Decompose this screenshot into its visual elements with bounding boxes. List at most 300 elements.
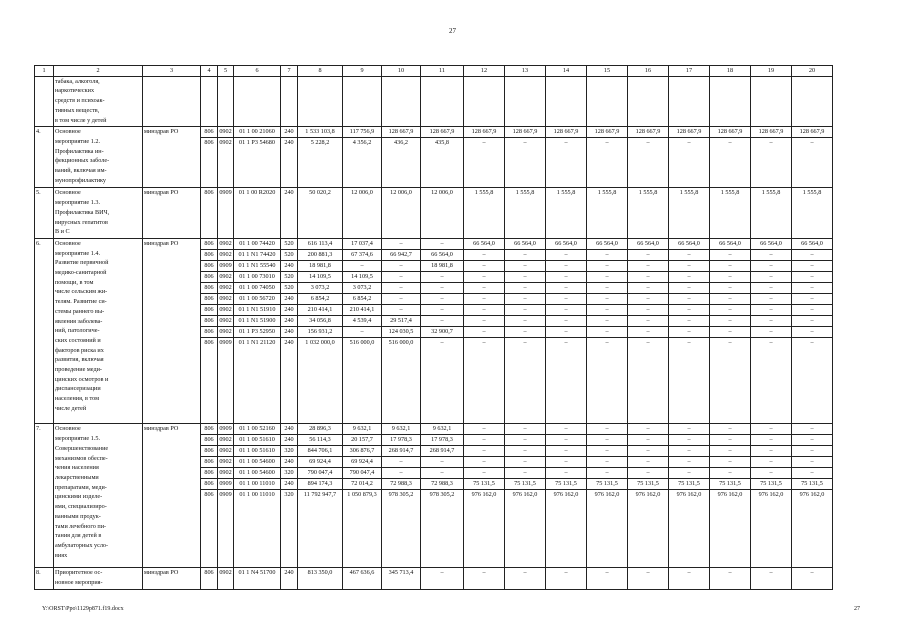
item-name-line: Основное bbox=[55, 128, 81, 136]
value-cell: 320 bbox=[281, 446, 298, 457]
value-cell: 66 564,0 bbox=[421, 249, 464, 260]
value-cell: – bbox=[628, 138, 669, 188]
item-name-line: мероприятие 1.5. bbox=[55, 435, 101, 443]
value-cell: – bbox=[505, 138, 546, 188]
value-cell: 0909 bbox=[218, 490, 234, 568]
value-cell: – bbox=[751, 138, 792, 188]
item-name-line: факторов риска их bbox=[55, 346, 104, 354]
item-name-line: явления заболева- bbox=[55, 317, 103, 325]
value-cell: – bbox=[587, 271, 628, 282]
value-cell bbox=[421, 76, 464, 127]
value-cell: – bbox=[546, 435, 587, 446]
value-cell: – bbox=[669, 271, 710, 282]
value-cell: 32 900,7 bbox=[421, 326, 464, 337]
value-cell: – bbox=[587, 446, 628, 457]
value-cell: – bbox=[587, 304, 628, 315]
value-cell: 18 981,8 bbox=[298, 260, 343, 271]
value-cell: – bbox=[792, 260, 833, 271]
value-cell: – bbox=[710, 315, 751, 326]
value-cell: – bbox=[669, 315, 710, 326]
value-cell: 9 632,1 bbox=[343, 424, 382, 435]
value-cell: – bbox=[421, 457, 464, 468]
value-cell: 345 713,4 bbox=[382, 568, 421, 589]
item-name-line: диспансеризации bbox=[55, 385, 101, 393]
value-cell: 12 006,0 bbox=[382, 188, 421, 239]
value-cell bbox=[382, 76, 421, 127]
value-cell: – bbox=[464, 457, 505, 468]
item-name-line: помощи, в том bbox=[55, 278, 94, 286]
value-cell: 0909 bbox=[218, 424, 234, 435]
value-cell: – bbox=[710, 337, 751, 424]
value-cell: 9 632,1 bbox=[421, 424, 464, 435]
value-cell: 66 564,0 bbox=[628, 238, 669, 249]
value-cell: – bbox=[751, 249, 792, 260]
value-cell: 72 988,3 bbox=[382, 479, 421, 490]
item-name-line: мунопрофилактику bbox=[55, 176, 107, 184]
value-cell: 14 109,5 bbox=[343, 271, 382, 282]
item-name-line: в том числе у детей bbox=[55, 116, 107, 124]
value-cell: – bbox=[751, 315, 792, 326]
value-cell: 20 157,7 bbox=[343, 435, 382, 446]
value-cell: – bbox=[710, 138, 751, 188]
value-cell: 1 555,8 bbox=[669, 188, 710, 239]
value-cell: 01 1 00 54600 bbox=[234, 457, 281, 468]
value-cell: 790 047,4 bbox=[298, 468, 343, 479]
value-cell: 806 bbox=[201, 260, 218, 271]
value-cell: – bbox=[546, 326, 587, 337]
header-cell: 4 bbox=[201, 66, 218, 77]
value-cell: 66 564,0 bbox=[710, 238, 751, 249]
value-cell: 210 414,1 bbox=[298, 304, 343, 315]
value-cell: – bbox=[751, 468, 792, 479]
value-cell: – bbox=[792, 293, 833, 304]
responsible-executor: минздрав РО bbox=[143, 238, 201, 424]
value-cell: – bbox=[464, 446, 505, 457]
value-cell: 240 bbox=[281, 260, 298, 271]
value-cell: 520 bbox=[281, 282, 298, 293]
value-cell: – bbox=[464, 468, 505, 479]
item-name-line: тивных веществ, bbox=[55, 106, 100, 114]
value-cell: 806 bbox=[201, 326, 218, 337]
value-cell: 976 162,0 bbox=[669, 490, 710, 568]
item-name-line: В и С bbox=[55, 228, 70, 236]
item-name-line: ваний, включая им- bbox=[55, 167, 107, 175]
value-cell: 1 555,8 bbox=[628, 188, 669, 239]
value-cell: 1 555,8 bbox=[546, 188, 587, 239]
value-cell: 128 667,9 bbox=[628, 127, 669, 138]
responsible-executor bbox=[143, 76, 201, 127]
item-number: 6. bbox=[35, 238, 54, 424]
value-cell: – bbox=[546, 424, 587, 435]
value-cell bbox=[710, 76, 751, 127]
item-name-line: цинскими изделе- bbox=[55, 493, 103, 501]
item-name-line: новное мероприя- bbox=[55, 578, 103, 586]
value-cell: 34 056,8 bbox=[298, 315, 343, 326]
header-cell: 8 bbox=[298, 66, 343, 77]
item-name-line: вирусных гепатитов bbox=[55, 218, 108, 226]
value-cell bbox=[792, 76, 833, 127]
value-cell: – bbox=[464, 326, 505, 337]
value-cell: 306 876,7 bbox=[343, 446, 382, 457]
value-cell: 320 bbox=[281, 490, 298, 568]
value-cell: – bbox=[505, 315, 546, 326]
value-cell: 0902 bbox=[218, 282, 234, 293]
item-name-line: мероприятие 1.4. bbox=[55, 249, 101, 257]
item-name-line: препаратами, меди- bbox=[55, 483, 107, 491]
value-cell: – bbox=[669, 457, 710, 468]
value-cell: 616 113,4 bbox=[298, 238, 343, 249]
value-cell: – bbox=[710, 282, 751, 293]
item-name bbox=[54, 424, 143, 568]
value-cell: 806 bbox=[201, 490, 218, 568]
value-cell: – bbox=[710, 304, 751, 315]
value-cell: – bbox=[669, 293, 710, 304]
value-cell: 29 517,4 bbox=[382, 315, 421, 326]
value-cell: 0902 bbox=[218, 568, 234, 589]
value-cell: – bbox=[751, 337, 792, 424]
value-cell: 806 bbox=[201, 315, 218, 326]
value-cell: 1 032 000,0 bbox=[298, 337, 343, 424]
responsible-executor: минздрав РО bbox=[143, 188, 201, 239]
value-cell: – bbox=[587, 138, 628, 188]
value-cell: – bbox=[421, 337, 464, 424]
header-cell: 13 bbox=[505, 66, 546, 77]
value-cell: – bbox=[587, 468, 628, 479]
header-cell: 9 bbox=[343, 66, 382, 77]
value-cell: 894 174,3 bbox=[298, 479, 343, 490]
value-cell: 0902 bbox=[218, 271, 234, 282]
value-cell: – bbox=[628, 315, 669, 326]
value-cell: 0902 bbox=[218, 127, 234, 138]
value-cell: 240 bbox=[281, 568, 298, 589]
value-cell: – bbox=[710, 424, 751, 435]
value-cell: 467 636,6 bbox=[343, 568, 382, 589]
item-name-line: наркотических bbox=[55, 87, 95, 95]
value-cell: – bbox=[505, 271, 546, 282]
value-cell: – bbox=[751, 271, 792, 282]
value-cell: 978 305,2 bbox=[382, 490, 421, 568]
value-cell: 11 792 947,7 bbox=[298, 490, 343, 568]
item-number: 5. bbox=[35, 188, 54, 239]
value-cell: – bbox=[751, 260, 792, 271]
value-cell: – bbox=[421, 304, 464, 315]
value-cell: – bbox=[546, 468, 587, 479]
value-cell bbox=[587, 76, 628, 127]
value-cell: 01 1 00 21060 bbox=[234, 127, 281, 138]
item-name-line: тания для детей в bbox=[55, 532, 102, 540]
value-cell: – bbox=[587, 326, 628, 337]
value-cell: 01 1 N1 21120 bbox=[234, 337, 281, 424]
program-table bbox=[34, 65, 833, 590]
value-cell: – bbox=[710, 293, 751, 304]
value-cell: – bbox=[343, 326, 382, 337]
value-cell: – bbox=[587, 424, 628, 435]
value-cell: – bbox=[587, 249, 628, 260]
item-name-line: мероприятие 1.2. bbox=[55, 137, 101, 145]
value-cell: – bbox=[464, 138, 505, 188]
value-cell: – bbox=[628, 337, 669, 424]
value-cell: – bbox=[343, 260, 382, 271]
value-cell: – bbox=[421, 238, 464, 249]
value-cell: – bbox=[505, 457, 546, 468]
item-name bbox=[54, 568, 143, 589]
value-cell: 790 047,4 bbox=[343, 468, 382, 479]
header-cell: 17 bbox=[669, 66, 710, 77]
value-cell: – bbox=[421, 293, 464, 304]
value-cell: 12 006,0 bbox=[421, 188, 464, 239]
value-cell: – bbox=[421, 315, 464, 326]
value-cell bbox=[201, 76, 218, 127]
value-cell: 56 114,3 bbox=[298, 435, 343, 446]
value-cell: – bbox=[546, 304, 587, 315]
footer-file-path: Y:\ORST\Ppo\1129p871.f19.docx bbox=[42, 606, 124, 612]
value-cell: 976 162,0 bbox=[792, 490, 833, 568]
item-name-line: амбулаторных усло- bbox=[55, 541, 109, 549]
item-name bbox=[54, 76, 143, 127]
value-cell: – bbox=[505, 424, 546, 435]
item-name-line: ских состояний и bbox=[55, 336, 101, 344]
value-cell: – bbox=[464, 315, 505, 326]
item-name-line: цинских осмотров и bbox=[55, 375, 109, 383]
value-cell: – bbox=[792, 446, 833, 457]
item-name-line: чения населения bbox=[55, 464, 99, 472]
item-name-line: тами лечебного пи- bbox=[55, 522, 107, 530]
value-cell: – bbox=[628, 424, 669, 435]
value-cell: – bbox=[669, 304, 710, 315]
value-cell: 01 1 N1 51900 bbox=[234, 315, 281, 326]
value-cell: 01 1 00 51610 bbox=[234, 446, 281, 457]
value-cell: 17 978,3 bbox=[421, 435, 464, 446]
value-cell: 240 bbox=[281, 457, 298, 468]
value-cell: 813 350,0 bbox=[298, 568, 343, 589]
value-cell: – bbox=[587, 315, 628, 326]
value-cell: – bbox=[710, 446, 751, 457]
header-cell: 5 bbox=[218, 66, 234, 77]
value-cell: 0902 bbox=[218, 435, 234, 446]
value-cell: 0902 bbox=[218, 457, 234, 468]
item-number: 8. bbox=[35, 568, 54, 589]
item-name-line: проведение меди- bbox=[55, 366, 102, 374]
value-cell: 976 162,0 bbox=[505, 490, 546, 568]
value-cell: 520 bbox=[281, 238, 298, 249]
value-cell: 1 555,8 bbox=[710, 188, 751, 239]
value-cell: – bbox=[792, 326, 833, 337]
item-name-line: числе сельским жи- bbox=[55, 288, 108, 296]
value-cell: – bbox=[546, 337, 587, 424]
value-cell: – bbox=[546, 271, 587, 282]
value-cell: 75 131,5 bbox=[751, 479, 792, 490]
value-cell: 01 1 00 11010 bbox=[234, 490, 281, 568]
value-cell: 0902 bbox=[218, 468, 234, 479]
value-cell: 976 162,0 bbox=[751, 490, 792, 568]
value-cell: 17 978,3 bbox=[382, 435, 421, 446]
value-cell: – bbox=[505, 337, 546, 424]
value-cell: 14 109,5 bbox=[298, 271, 343, 282]
value-cell: – bbox=[669, 435, 710, 446]
value-cell: – bbox=[546, 568, 587, 589]
item-name bbox=[54, 127, 143, 188]
value-cell: 66 564,0 bbox=[669, 238, 710, 249]
item-name-line: ванными продук- bbox=[55, 512, 101, 520]
item-name-line: мероприятие 1.3. bbox=[55, 199, 101, 207]
value-cell: – bbox=[505, 446, 546, 457]
value-cell: – bbox=[751, 293, 792, 304]
value-cell: – bbox=[628, 435, 669, 446]
value-cell: – bbox=[751, 568, 792, 589]
value-cell: 806 bbox=[201, 457, 218, 468]
value-cell: – bbox=[587, 337, 628, 424]
item-name-line: механизмов обеспе- bbox=[55, 454, 108, 462]
value-cell: 01 1 N1 74420 bbox=[234, 249, 281, 260]
value-cell: 976 162,0 bbox=[546, 490, 587, 568]
value-cell bbox=[464, 76, 505, 127]
value-cell: 128 667,9 bbox=[669, 127, 710, 138]
value-cell: 72 014,2 bbox=[343, 479, 382, 490]
value-cell: 01 1 00 11010 bbox=[234, 479, 281, 490]
header-cell: 19 bbox=[751, 66, 792, 77]
value-cell: – bbox=[505, 293, 546, 304]
value-cell: – bbox=[587, 568, 628, 589]
value-cell: 128 667,9 bbox=[421, 127, 464, 138]
value-cell: 806 bbox=[201, 188, 218, 239]
value-cell: – bbox=[792, 435, 833, 446]
value-cell: 1 555,8 bbox=[587, 188, 628, 239]
page-number-top: 27 bbox=[449, 27, 456, 35]
value-cell: – bbox=[587, 293, 628, 304]
value-cell: 66 564,0 bbox=[546, 238, 587, 249]
value-cell: 01 1 00 73010 bbox=[234, 271, 281, 282]
value-cell: – bbox=[464, 304, 505, 315]
item-name-line: ями, специализиро- bbox=[55, 503, 107, 511]
value-cell: – bbox=[669, 446, 710, 457]
value-cell: 01 1 00 R2020 bbox=[234, 188, 281, 239]
value-cell: – bbox=[464, 271, 505, 282]
value-cell: – bbox=[669, 337, 710, 424]
value-cell: 28 896,3 bbox=[298, 424, 343, 435]
item-name-line: Профилактика ВИЧ, bbox=[55, 208, 110, 216]
value-cell: 12 006,0 bbox=[343, 188, 382, 239]
header-cell: 20 bbox=[792, 66, 833, 77]
value-cell: 128 667,9 bbox=[587, 127, 628, 138]
value-cell: 320 bbox=[281, 468, 298, 479]
value-cell: 436,2 bbox=[382, 138, 421, 188]
value-cell: 240 bbox=[281, 424, 298, 435]
value-cell: 806 bbox=[201, 435, 218, 446]
value-cell: 01 1 00 56720 bbox=[234, 293, 281, 304]
value-cell: 128 667,9 bbox=[546, 127, 587, 138]
value-cell bbox=[546, 76, 587, 127]
value-cell: – bbox=[792, 468, 833, 479]
value-cell: 806 bbox=[201, 238, 218, 249]
value-cell bbox=[669, 76, 710, 127]
value-cell: 435,8 bbox=[421, 138, 464, 188]
value-cell: – bbox=[464, 260, 505, 271]
item-name-line: Приоритетное ос- bbox=[55, 569, 103, 577]
value-cell: 18 981,8 bbox=[421, 260, 464, 271]
header-cell: 3 bbox=[143, 66, 201, 77]
value-cell: – bbox=[710, 271, 751, 282]
value-cell: 1 050 879,3 bbox=[343, 490, 382, 568]
value-cell: 01 1 00 74050 bbox=[234, 282, 281, 293]
header-cell: 7 bbox=[281, 66, 298, 77]
value-cell: 66 564,0 bbox=[464, 238, 505, 249]
value-cell: – bbox=[382, 260, 421, 271]
value-cell: 01 1 00 74420 bbox=[234, 238, 281, 249]
value-cell: 75 131,5 bbox=[628, 479, 669, 490]
value-cell: – bbox=[587, 435, 628, 446]
header-cell: 18 bbox=[710, 66, 751, 77]
header-cell: 6 bbox=[234, 66, 281, 77]
item-name-line: стемы раннего вы- bbox=[55, 307, 105, 315]
value-cell: – bbox=[505, 260, 546, 271]
value-cell: – bbox=[628, 304, 669, 315]
responsible-executor: минздрав РО bbox=[143, 568, 201, 589]
value-cell: 75 131,5 bbox=[464, 479, 505, 490]
item-name-line: числе детей bbox=[55, 404, 87, 412]
value-cell: 4 356,2 bbox=[343, 138, 382, 188]
value-cell: 520 bbox=[281, 271, 298, 282]
value-cell: 01 1 N1 51910 bbox=[234, 304, 281, 315]
value-cell: 806 bbox=[201, 468, 218, 479]
value-cell: – bbox=[382, 282, 421, 293]
value-cell: – bbox=[669, 282, 710, 293]
value-cell: 66 942,7 bbox=[382, 249, 421, 260]
value-cell: – bbox=[464, 424, 505, 435]
value-cell: 0902 bbox=[218, 138, 234, 188]
value-cell: – bbox=[669, 568, 710, 589]
value-cell: – bbox=[669, 468, 710, 479]
item-name-line: виях bbox=[55, 551, 68, 559]
value-cell: – bbox=[628, 260, 669, 271]
table-row bbox=[35, 76, 833, 127]
value-cell: 806 bbox=[201, 282, 218, 293]
value-cell: – bbox=[710, 568, 751, 589]
value-cell: 72 988,3 bbox=[421, 479, 464, 490]
value-cell: 128 667,9 bbox=[505, 127, 546, 138]
value-cell: – bbox=[382, 304, 421, 315]
value-cell: – bbox=[505, 568, 546, 589]
item-name-line: фекционных заболе- bbox=[55, 157, 110, 165]
value-cell: – bbox=[464, 568, 505, 589]
value-cell: – bbox=[421, 271, 464, 282]
value-cell bbox=[281, 76, 298, 127]
value-cell: – bbox=[710, 326, 751, 337]
value-cell: 0902 bbox=[218, 326, 234, 337]
value-cell: – bbox=[792, 249, 833, 260]
value-cell: 0909 bbox=[218, 260, 234, 271]
value-cell: – bbox=[710, 435, 751, 446]
value-cell: 3 073,2 bbox=[298, 282, 343, 293]
value-cell: – bbox=[792, 457, 833, 468]
item-name-line: развития, включая bbox=[55, 356, 104, 364]
value-cell: – bbox=[587, 260, 628, 271]
value-cell: – bbox=[421, 468, 464, 479]
value-cell: – bbox=[792, 315, 833, 326]
value-cell: 806 bbox=[201, 138, 218, 188]
table-row bbox=[35, 188, 833, 239]
value-cell: – bbox=[421, 282, 464, 293]
value-cell: – bbox=[751, 446, 792, 457]
item-name-line: телям. Развитие си- bbox=[55, 298, 107, 306]
responsible-executor: минздрав РО bbox=[143, 424, 201, 568]
value-cell: 128 667,9 bbox=[464, 127, 505, 138]
value-cell: – bbox=[710, 457, 751, 468]
header-cell: 14 bbox=[546, 66, 587, 77]
item-name-line: ний, патологиче- bbox=[55, 327, 100, 335]
value-cell: 9 632,1 bbox=[382, 424, 421, 435]
value-cell: 240 bbox=[281, 188, 298, 239]
value-cell: 124 030,5 bbox=[382, 326, 421, 337]
